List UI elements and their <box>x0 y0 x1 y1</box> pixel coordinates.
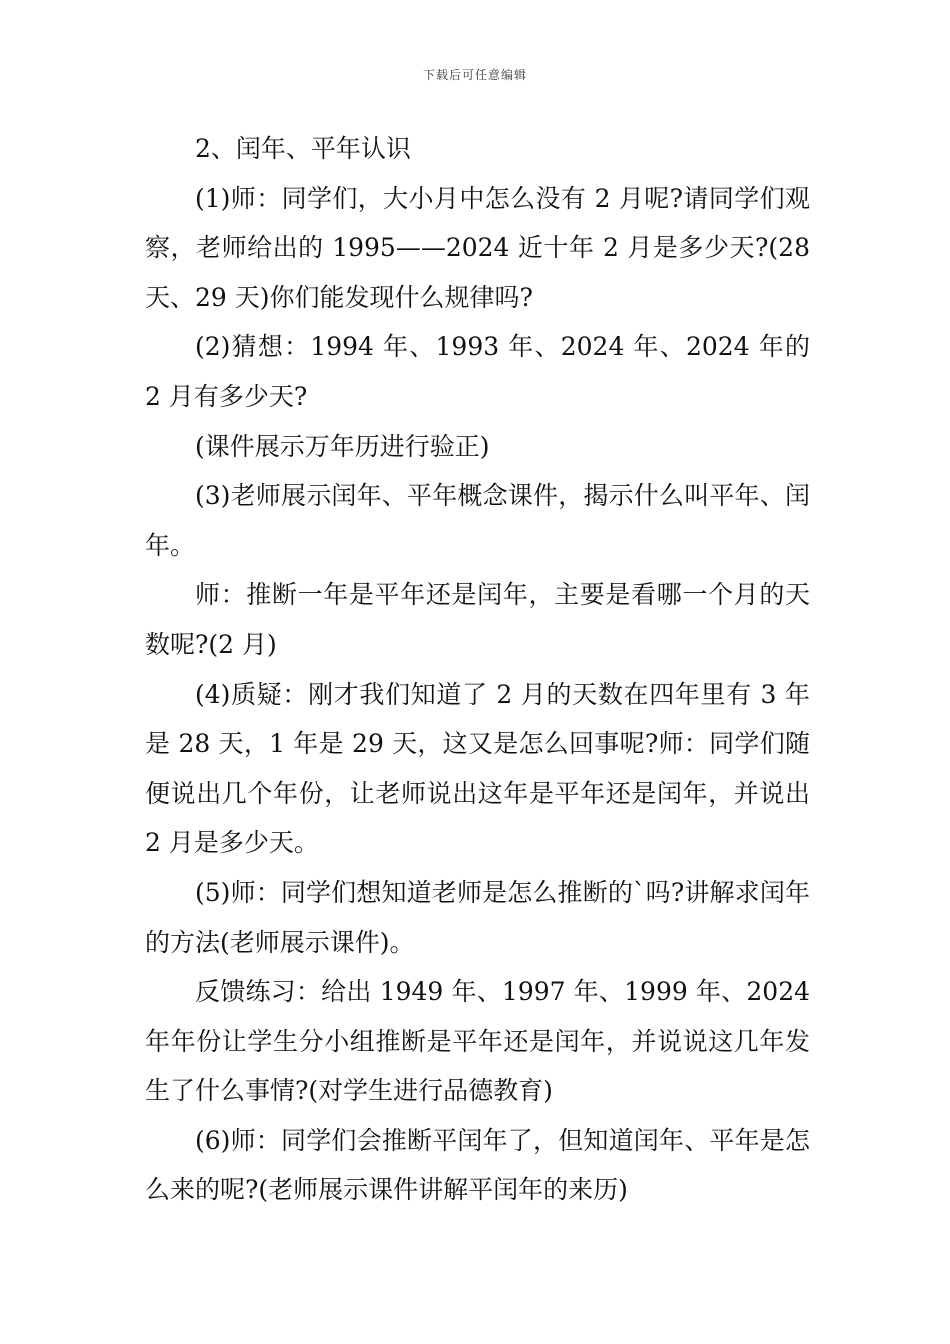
paragraph-2: (2)猜想：1994 年、1993 年、2024 年、2024 年的 2 月有多少天? <box>145 332 810 411</box>
paragraph-6: (4)质疑：刚才我们知道了 2 月的天数在四年里有 3 年是 28 天，1 年是 29 天，这又是怎么回事呢?师：同学们随便说出几个年份，让老师说出这年是平年还是闰年，并说出 2 月是多少天。 <box>145 679 810 858</box>
paragraph-1: (1)师：同学们，大小月中怎么没有 2 月呢?请同学们观察，老师给出的 1995——2024 近十年 2 月是多少天?(28 天、29 天)你们能发现什么规律吗? <box>145 183 810 312</box>
paragraph-7: (5)师：同学们想知道老师是怎么推断的`吗?讲解求闰年的方法(老师展示课件)。 <box>145 877 810 957</box>
paragraph-8: 反馈练习：给出 1949 年、1997 年、1999 年、2024 年年份让学生分小组推断是平年还是闰年，并说说这几年发生了什么事情?(对学生进行品德教育) <box>145 977 810 1106</box>
paragraph-9: (6)师：同学们会推断平闰年了，但知道闰年、平年是怎么来的呢?(老师展示课件讲解平闰年的来历) <box>145 1125 810 1205</box>
paragraph-3: (课件展示万年历进行验正) <box>195 431 490 461</box>
page-header: 下载后可任意编辑 <box>422 68 527 82</box>
document-body <box>145 124 810 1215</box>
paragraph-5: 师：推断一年是平年还是闰年，主要是看哪一个月的天数呢?(2 月) <box>145 580 810 659</box>
paragraph-4: (3)老师展示闰年、平年概念课件，揭示什么叫平年、闰年。 <box>145 481 810 560</box>
section-heading: 2、闰年、平年认识 <box>195 134 411 163</box>
